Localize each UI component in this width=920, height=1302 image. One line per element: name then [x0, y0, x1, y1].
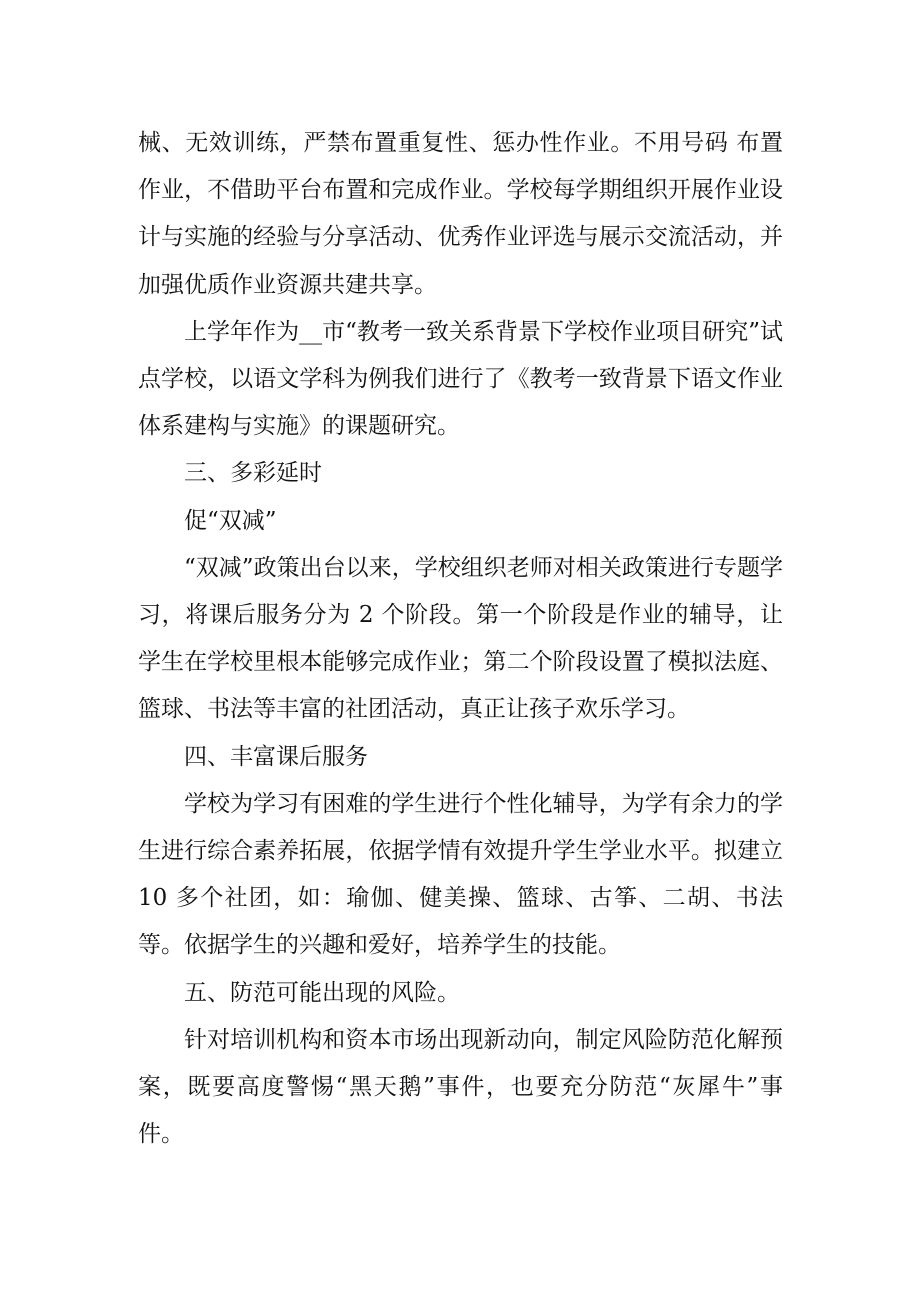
section-heading-5: 五、防范可能出现的风险。 [184, 979, 460, 1006]
paragraph-homework-rules: 械、无效训练，严禁布置重复性、惩办性作业。不用号码 布置作业，不借助平台布置和完成作业。学校每学期组织开展作业设计与实施的经验与分享活动、优秀作业评选与展示交流活动，并加强优质作业资源共建共享。 [138, 130, 783, 298]
section-heading-3: 三、多彩延时 [184, 460, 322, 487]
section-heading-4: 四、丰富课后服务 [184, 743, 368, 770]
paragraph-after-school-service: 学校为学习有困难的学生进行个性化辅导，为学有余力的学生进行综合素养拓展，依据学情有效提升学生学业水平。拟建立 10 多个社团，如：瑜伽、健美操、篮球、古筝、二胡、书法等。依据学生的兴趣和爱好，培养学生的技能。 [138, 790, 783, 959]
paragraph-pilot-school: 上学年作为__市“教考一致关系背景下学校作业项目研究”试点学校，以语文学科为例我们进行了《教考一致背景下语文作业体系建构与实施》的课题研究。 [138, 318, 783, 440]
paragraph-double-reduction: “双减”政策出台以来，学校组织老师对相关政策进行专题学习，将课后服务分为 2 个阶段。第一个阶段是作业的辅导，让学生在学校里根本能够完成作业；第二个阶段设置了模拟法庭、篮球、书法等丰富的社团活动，真正让孩子欢乐学习。 [138, 554, 783, 723]
paragraph-risk-prevention: 针对培训机构和资本市场出现新动向，制定风险防范化解预案，既要高度警惕“黑天鹅”事件，也要充分防范“灰犀牛”事件。 [138, 1026, 783, 1148]
document-body [138, 120, 783, 1158]
section-subheading-3: 促“双减” [184, 507, 277, 534]
